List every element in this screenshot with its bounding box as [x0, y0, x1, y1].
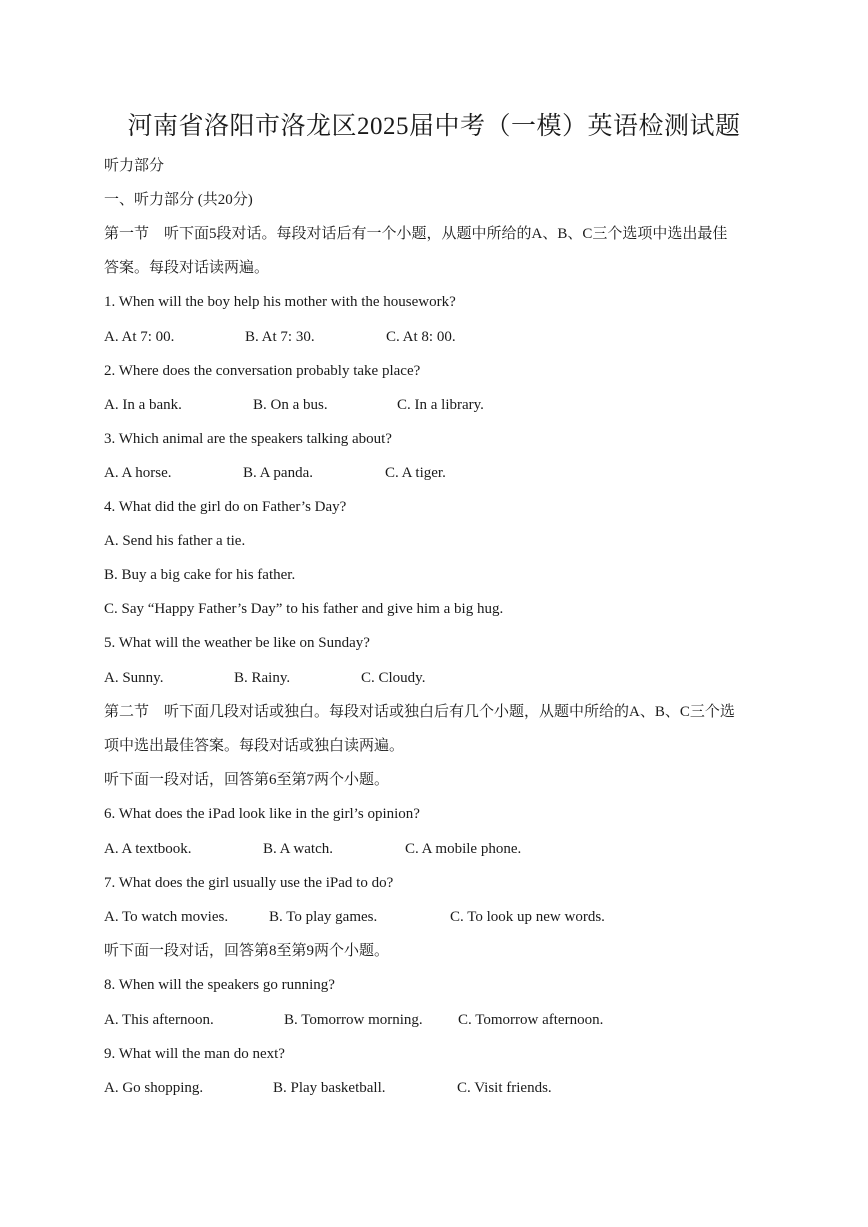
option-b: B. A panda. [243, 465, 313, 481]
question-stem: 5. What will the weather be like on Sunday? [104, 635, 370, 651]
question-stem: 9. What will the man do next? [104, 1046, 285, 1062]
part-heading: 一、听力部分 (共20分) [104, 192, 253, 208]
option-b: B. A watch. [263, 841, 333, 857]
question-stem: 7. What does the girl usually use the iPad to do? [104, 875, 394, 891]
option-c: C. Visit friends. [457, 1080, 552, 1096]
question-stem: 6. What does the iPad look like in the girl’s opinion? [104, 806, 420, 822]
option-a: A. To watch movies. [104, 909, 229, 925]
option-c: C. A mobile phone. [405, 841, 522, 857]
option-b: B. Play basketball. [273, 1080, 386, 1096]
option-c: C. Say “Happy Father’s Day” to his father and give him a big hug. [104, 601, 504, 617]
question-stem: 2. Where does the conversation probably take place? [104, 363, 421, 379]
option-b: B. At 7: 30. [245, 329, 315, 345]
page-title: 河南省洛阳市洛龙区2025届中考（一模）英语检测试题 [127, 113, 741, 140]
group-note: 听下面一段对话，回答第8至第9两个小题。 [104, 943, 390, 959]
option-b: B. Rainy. [234, 670, 291, 686]
option-b: B. To play games. [269, 909, 378, 925]
option-a: A. A horse. [104, 465, 172, 481]
option-a: A. Send his father a tie. [104, 533, 246, 549]
option-c: C. A tiger. [385, 465, 446, 481]
question-stem: 1. When will the boy help his mother with the housework? [104, 294, 456, 310]
section1-instructions-line1: 第一节 听下面5段对话。每段对话后有一个小题，从题中所给的A、B、C三个选项中选出最佳 [104, 226, 728, 242]
group-note: 听下面一段对话，回答第6至第7两个小题。 [104, 772, 390, 788]
option-a: A. A textbook. [104, 841, 192, 857]
option-c: C. Tomorrow afternoon. [458, 1012, 604, 1028]
option-b: B. Buy a big cake for his father. [104, 567, 296, 583]
question-stem: 8. When will the speakers go running? [104, 977, 335, 993]
question-stem: 3. Which animal are the speakers talking about? [104, 431, 392, 447]
option-a: A. Go shopping. [104, 1080, 204, 1096]
option-a: A. At 7: 00. [104, 329, 175, 345]
section1-instructions-line2: 答案。每段对话读两遍。 [104, 260, 270, 276]
option-a: A. In a bank. [104, 397, 182, 413]
option-c: C. In a library. [397, 397, 484, 413]
section-heading: 听力部分 [104, 158, 165, 174]
option-b: B. Tomorrow morning. [284, 1012, 423, 1028]
section2-instructions-line1: 第二节 听下面几段对话或独白。每段对话或独白后有几个小题，从题中所给的A、B、C三个选 [104, 704, 735, 720]
option-b: B. On a bus. [253, 397, 328, 413]
option-a: A. Sunny. [104, 670, 164, 686]
option-a: A. This afternoon. [104, 1012, 214, 1028]
option-c: C. To look up new words. [450, 909, 605, 925]
section2-instructions-line2: 项中选出最佳答案。每段对话或独白读两遍。 [104, 738, 405, 754]
option-c: C. Cloudy. [361, 670, 426, 686]
question-stem: 4. What did the girl do on Father’s Day? [104, 499, 347, 515]
option-c: C. At 8: 00. [386, 329, 456, 345]
